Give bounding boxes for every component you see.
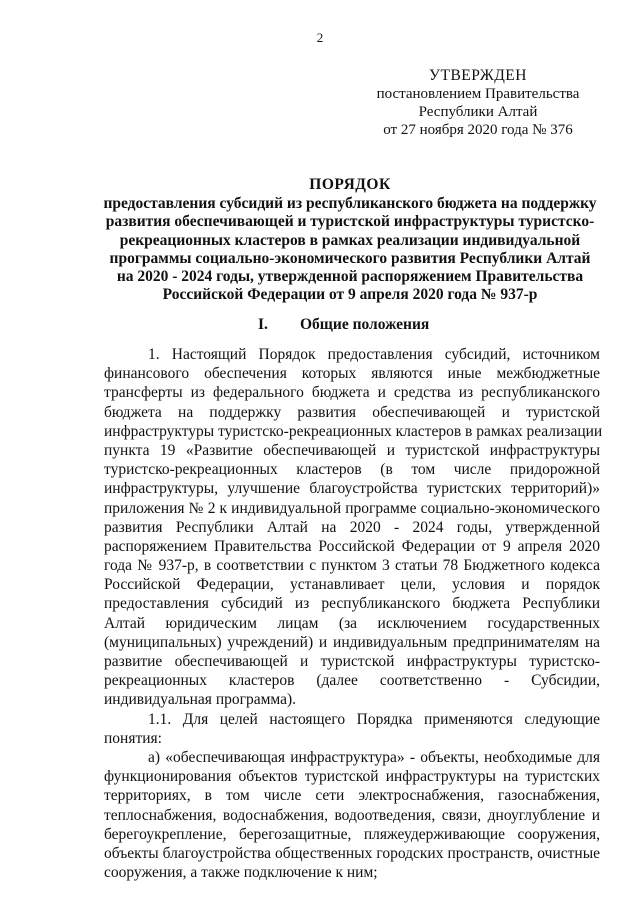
body-line: предоставления субсидий из республиканского бюджета Республики <box>104 595 600 613</box>
body-line: объекты благоустройства общественных городских пространств, очистные <box>104 844 600 862</box>
body-line: берегоукрепление, берегозащитные, пляжеудерживающие сооружения, <box>104 825 600 843</box>
body-line: инфраструктуры туристско-рекреационных кластеров в рамках реализации <box>104 422 603 440</box>
body-line: Алтай юридическим лицам (за исключением государственных <box>104 614 600 632</box>
title-line: рекреационных кластеров в рамках реализации индивидуальной <box>119 231 581 249</box>
title-line: развития обеспечивающей и туристской инфраструктуры туристско- <box>105 213 595 231</box>
body-line: (муниципальных) учреждений) и индивидуальным предпринимателям на <box>104 633 600 651</box>
body-line: финансового обеспечения которых являются иные межбюджетные <box>104 365 600 383</box>
document-title <box>100 176 600 304</box>
title-line: на 2020 - 2024 годы, утвержденной распоряжением Правительства <box>116 268 584 286</box>
body-line: а) «обеспечивающая инфраструктура» - объекты, необходимые для <box>148 748 600 766</box>
body-line: индивидуальная программа). <box>104 691 297 709</box>
body-text <box>104 345 603 882</box>
body-line: инфраструктуры, улучшение благоустройства туристских территорий)» <box>104 480 600 498</box>
body-line: 1. Настоящий Порядок предоставления субсидий, источником <box>148 346 600 363</box>
body-line: 1.1. Для целей настоящего Порядка применяются следующие <box>148 710 600 728</box>
title-line: предоставления субсидий из республиканского бюджета на поддержку <box>103 195 597 213</box>
body-line: бюджета на поддержку развития обеспечивающей и туристской <box>104 403 600 421</box>
body-line: туристско-рекреационных кластеров (в том числе придорожной <box>104 461 600 479</box>
body-line: понятия: <box>104 729 162 747</box>
approval-line: от 27 ноября 2020 года № 376 <box>383 122 573 138</box>
title-line: программы социально-экономического развития Республики Алтай <box>109 249 591 267</box>
body-line: года № 937-р, в соответствии с пунктом 3 статьи 78 Бюджетного кодекса <box>104 557 600 575</box>
approval-line: постановлением Правительства <box>376 86 580 102</box>
body-line: функционирования объектов туристской инфраструктуры на туристских <box>104 768 600 786</box>
section-title: Общие положения <box>300 316 430 333</box>
body-line: трансферты из федерального бюджета и средства из республиканского <box>104 384 600 402</box>
body-line: сооружения, а также подключение к ним; <box>104 864 378 882</box>
section-number: I. <box>258 316 268 333</box>
title-line: Российской Федерации от 9 апреля 2020 года № 937-р <box>162 286 538 304</box>
body-line: развитие обеспечивающей и туристской инфраструктуры туристско- <box>104 653 600 670</box>
body-line: теплоснабжения, водоснабжения, водоотведения, связи, дноуглубление и <box>104 806 600 824</box>
body-line: приложения № 2 к индивидуальной программе социально-экономического <box>104 499 600 517</box>
body-line: распоряжением Правительства Российской Федерации от 9 апреля 2020 <box>104 537 600 555</box>
body-line: рекреационных кластеров (далее соответственно - Субсидии, <box>104 672 600 690</box>
body-line: территориях, в том числе сети электроснабжения, газоснабжения, <box>104 787 600 805</box>
title-main: ПОРЯДОК <box>309 176 391 193</box>
approval-heading: УТВЕРЖДЕН <box>429 67 527 84</box>
body-line: Российской Федерации, устанавливает цели, условия и порядок <box>104 576 600 594</box>
page-number: 2 <box>316 30 324 45</box>
approval-line: Республики Алтай <box>418 104 538 120</box>
body-line: пункта 19 «Развитие обеспечивающей и туристской инфраструктуры <box>104 441 600 459</box>
approval-stamp <box>356 67 600 139</box>
body-line: развития Республики Алтай на 2020 - 2024 годы, утвержденной <box>104 518 600 536</box>
